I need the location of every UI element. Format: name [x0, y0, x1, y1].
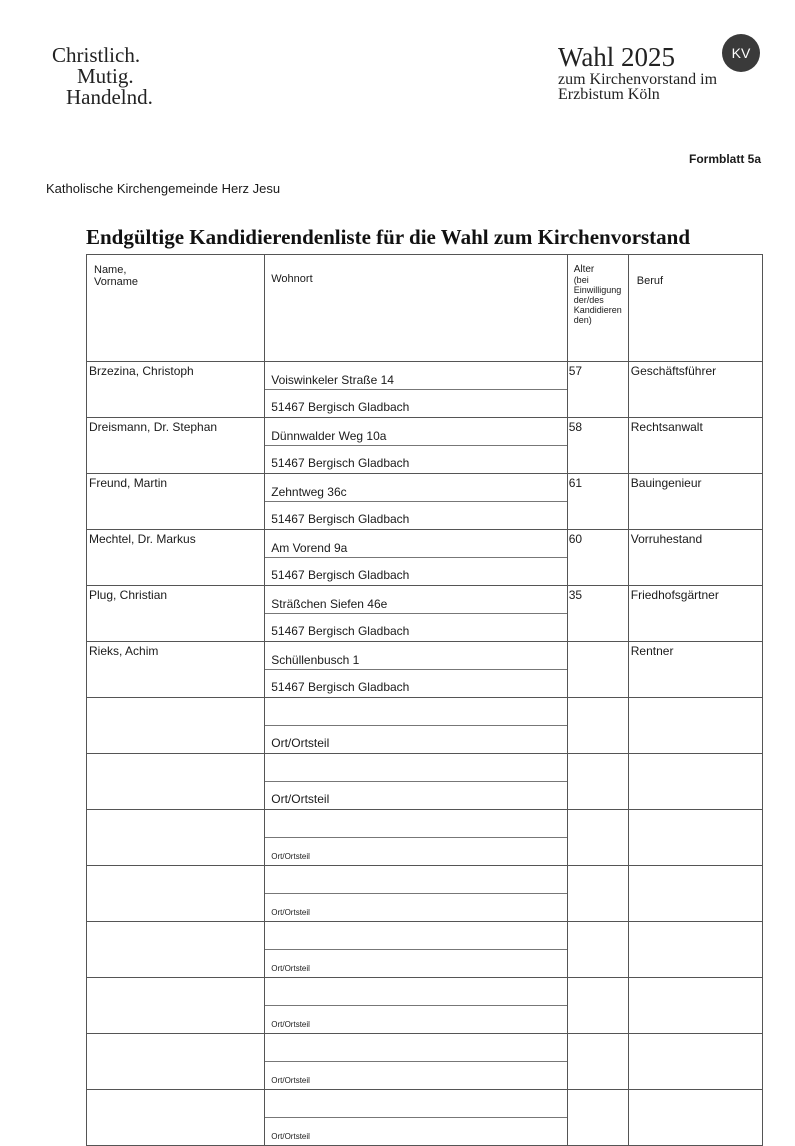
candidate-alter: 57 [567, 362, 628, 418]
candidate-beruf: Geschäftsführer [628, 362, 762, 418]
candidate-beruf [628, 698, 762, 754]
header-name [87, 255, 265, 362]
candidate-name: Brzezina, Christoph [87, 362, 265, 418]
street-text: Am Vorend 9a [271, 541, 348, 555]
candidate-name: Mechtel, Dr. Markus [87, 530, 265, 586]
candidate-wohnort [265, 810, 567, 866]
candidate-wohnort [265, 362, 567, 418]
election-title: Wahl 2025 [558, 42, 676, 72]
candidate-alter [567, 866, 628, 922]
table-row [87, 530, 763, 586]
table-row [87, 698, 763, 754]
street-line [265, 642, 566, 670]
candidate-beruf [628, 978, 762, 1034]
page-title: Endgültige Kandidierendenliste für die Wahl zum Kirchenvorstand [86, 225, 691, 249]
candidate-name: Freund, Martin [87, 474, 265, 530]
header-name-line: Name, [94, 264, 127, 276]
candidate-alter [567, 1090, 628, 1146]
header-alter [567, 255, 628, 362]
candidate-beruf [628, 1090, 762, 1146]
street-line [265, 698, 566, 726]
candidate-alter [567, 642, 628, 698]
candidate-beruf [628, 1034, 762, 1090]
city-text: Ort/Ortsteil [271, 1020, 310, 1029]
header-alter-note: den) [573, 315, 592, 325]
city-text: 51467 Bergisch Gladbach [271, 624, 410, 638]
election-subtitle-line: Erzbistum Köln [558, 86, 660, 103]
street-line [265, 586, 566, 614]
header-alter-note: (bei [573, 275, 589, 285]
candidate-wohnort [265, 978, 567, 1034]
candidate-wohnort [265, 530, 567, 586]
slogan-line: Mutig. [77, 64, 134, 88]
candidate-beruf: Rentner [628, 642, 762, 698]
candidate-alter: 35 [567, 586, 628, 642]
table-row [87, 922, 763, 978]
candidate-name [87, 922, 265, 978]
candidate-wohnort [265, 1034, 567, 1090]
table-row [87, 362, 763, 418]
candidate-name [87, 754, 265, 810]
street-line [265, 810, 566, 838]
header-alter-note: Kandidieren [573, 305, 622, 315]
city-text: Ort/Ortsteil [271, 964, 310, 973]
election-title-block [558, 42, 717, 102]
candidate-name: Rieks, Achim [87, 642, 265, 698]
candidate-alter [567, 754, 628, 810]
candidate-name [87, 866, 265, 922]
header-alter-main: Alter [573, 264, 595, 275]
header-alter-note: der/des [573, 295, 604, 305]
parish-name: Katholische Kirchengemeinde Herz Jesu [46, 181, 281, 196]
candidate-alter: 58 [567, 418, 628, 474]
city-text: Ort/Ortsteil [271, 1076, 310, 1085]
header-wohnort: Wohnort [265, 255, 567, 362]
candidate-wohnort [265, 922, 567, 978]
street-line [265, 474, 566, 502]
candidate-wohnort [265, 586, 567, 642]
candidate-alter: 60 [567, 530, 628, 586]
table-row [87, 1034, 763, 1090]
table-row [87, 978, 763, 1034]
table-row [87, 866, 763, 922]
city-text: Ort/Ortsteil [271, 852, 310, 861]
street-text: Sträßchen Siefen 46e [271, 597, 388, 611]
header-name-line: Vorname [94, 276, 139, 288]
street-line [265, 866, 566, 894]
header-alter-note: Einwilligung [573, 285, 622, 295]
candidate-name [87, 1034, 265, 1090]
candidate-name [87, 698, 265, 754]
candidate-wohnort [265, 418, 567, 474]
city-text: 51467 Bergisch Gladbach [271, 680, 410, 694]
city-text: Ort/Ortsteil [271, 1132, 310, 1141]
candidate-beruf: Friedhofsgärtner [628, 586, 762, 642]
candidate-beruf: Vorruhestand [628, 530, 762, 586]
kv-badge-icon: KV [722, 34, 760, 72]
slogan-line: Christlich. [52, 43, 141, 67]
table-header-row [87, 255, 763, 362]
street-text: Voiswinkeler Straße 14 [271, 373, 394, 387]
street-line [265, 362, 566, 390]
candidate-wohnort [265, 866, 567, 922]
candidate-wohnort [265, 1090, 567, 1146]
street-line [265, 1034, 566, 1062]
candidate-name: Dreismann, Dr. Stephan [87, 418, 265, 474]
slogan-line: Handelnd. [66, 85, 153, 109]
table-row [87, 586, 763, 642]
city-text: 51467 Bergisch Gladbach [271, 512, 410, 526]
candidate-alter [567, 978, 628, 1034]
city-text: 51467 Bergisch Gladbach [271, 456, 410, 470]
candidate-beruf: Bauingenieur [628, 474, 762, 530]
candidate-alter [567, 698, 628, 754]
candidate-name [87, 1090, 265, 1146]
candidate-wohnort [265, 474, 567, 530]
candidate-beruf [628, 754, 762, 810]
city-text: 51467 Bergisch Gladbach [271, 568, 410, 582]
candidate-alter [567, 922, 628, 978]
candidate-beruf [628, 810, 762, 866]
street-text: Dünnwalder Weg 10a [271, 429, 387, 443]
city-text: 51467 Bergisch Gladbach [271, 400, 410, 414]
candidate-wohnort [265, 642, 567, 698]
street-text: Schüllenbusch 1 [271, 653, 360, 667]
table-row [87, 1090, 763, 1146]
street-line [265, 418, 566, 446]
candidate-alter: 61 [567, 474, 628, 530]
street-text: Zehntweg 36c [271, 485, 347, 499]
candidate-table [86, 254, 763, 1146]
election-subtitle-line: zum Kirchenvorstand im [558, 71, 718, 88]
city-text: Ort/Ortsteil [271, 736, 330, 750]
slogan-logo [52, 45, 153, 108]
city-text: Ort/Ortsteil [271, 792, 330, 806]
street-line [265, 530, 566, 558]
candidate-alter [567, 810, 628, 866]
city-text: Ort/Ortsteil [271, 908, 310, 917]
candidate-beruf: Rechtsanwalt [628, 418, 762, 474]
candidate-name: Plug, Christian [87, 586, 265, 642]
candidate-wohnort [265, 698, 567, 754]
table-row [87, 754, 763, 810]
candidate-alter [567, 1034, 628, 1090]
table-row [87, 810, 763, 866]
table-row [87, 642, 763, 698]
street-line [265, 754, 566, 782]
table-row [87, 474, 763, 530]
street-line [265, 1090, 566, 1118]
candidate-wohnort [265, 754, 567, 810]
candidate-name [87, 978, 265, 1034]
candidate-beruf [628, 922, 762, 978]
candidate-beruf [628, 866, 762, 922]
street-line [265, 978, 566, 1006]
form-number: Formblatt 5a [688, 152, 761, 166]
header-beruf: Beruf [628, 255, 762, 362]
street-line [265, 922, 566, 950]
candidate-name [87, 810, 265, 866]
table-row [87, 418, 763, 474]
